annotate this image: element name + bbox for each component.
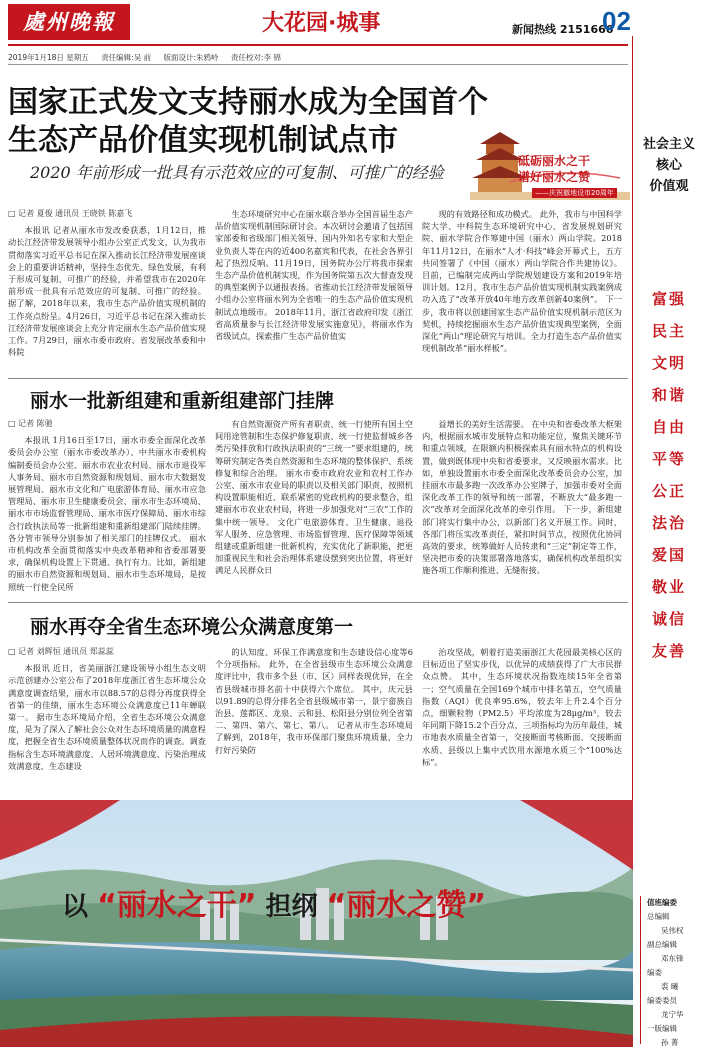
core-value: 法治 [651, 514, 686, 532]
core-value: 敬业 [651, 578, 686, 596]
editor-role: 编委委员 [647, 996, 677, 1005]
article2-text-3: 益增长的美好生活需要。 在中央和省委改革大框架内，根据丽水城市发展特点和功能定位，聚焦关键环节和重点领域，在限额内积极探索具有丽水特点的机构设置，做到既体现中央和省委要求，又反映丽水需求。比如，单独设置丽水市委全面深化改革委员会办公室，加挂丽水市最多跑一次改革办公室牌子，加强市委对全面深化改革工作的领导和统一部署，不断放大“最多跑一次”改革对全面深化改革的牵引作用。 下一步，新组建部门将实行集中办公，以新部门名义开展工作。同时，各部门将压实改革责任，紧扣时间节点，按照优化协同高效的要求，统筹做好人员转隶和“三定”制定等工作，坚决把市委的决策部署落地落实，确保机构改革组织实施各项工作顺利推进、无缝衔接。 [422, 419, 622, 576]
core-value: 自由 [651, 418, 686, 436]
core-value: 和谐 [651, 386, 686, 404]
editor-name: 裘 曦 [661, 982, 679, 991]
news-hotline: 新闻热线 2151666 [512, 23, 614, 36]
core-value: 民主 [651, 322, 686, 340]
core-values-heading-3: 价值观 [649, 179, 689, 194]
article2-byline: □ 记者 陈驰 [8, 419, 53, 428]
core-value: 富强 [651, 290, 686, 308]
core-value: 文明 [651, 354, 686, 372]
page-designer: 版面设计:朱鸦岭 [163, 53, 219, 62]
core-value: 爱国 [651, 546, 686, 564]
article1-column-3 [422, 208, 622, 368]
article2-column-1 [8, 418, 206, 594]
article1-text-3: 现的有效路径和成功模式。 此外，我市与中国科学院大学、中科院生态环境研究中心、省发展规划研究院、丽水学院合作筹建中国（丽水）两山学院。2018年11月12日，在丽水“人才·科技”峰会开幕式上，五方共同签署了《中国（丽水）两山学院合作共建协议》。目前，已编制完成两山学院规划建设方案和2019年培训计划。12月，我市生态产品价值实现机制实践案例成功入选了“改革开放40年地方改革创新40案例”。 下一步，我市将以创建国家生态产品价值实现机制示范区为契机，持续挖掘丽水生态产品价值实现典型案例，全面深化“两山”理论研究与培训。全力打造生态产品价值实现机制改革“丽水样板”。 [422, 209, 622, 354]
banner-slogan [62, 880, 486, 924]
article2-column-3 [422, 418, 622, 594]
info-divider [8, 64, 628, 65]
proofreader: 责任校对:李 锦 [230, 53, 281, 62]
anniversary-promo [470, 112, 630, 200]
article1-byline: □ 记者 夏俊 通讯员 王晓铁 陈嘉飞 [8, 209, 133, 218]
main-headline [8, 84, 518, 160]
promo-slogan-1: 砥砺丽水之干 [518, 154, 591, 168]
masthead-divider [8, 44, 628, 46]
banner-slogan-pre: 以 [62, 892, 89, 922]
core-values-sidebar [636, 36, 702, 836]
article3-text-2: 的认知度、环保工作满意度和生态建设信心度等6个分项指标。 此外，在全省县级市生态环境公众满意度评比中，我市多个县（市、区）同样表现优异，在全省县级城市排名前十中获得六个席位。 其中，庆元县以91.89的总得分排名全省县级城市第一，景宁畲族自治县、莲都区、龙泉、云和县、松阳县分别位列全省第二、第四、第六、第七、第八。 记者从市生态环境局了解到，2018年，我市环保部门聚焦环境质量，全力打好污染防 [215, 647, 413, 755]
editor-role: 编委 [647, 968, 662, 977]
editor-role: 副总编辑 [647, 940, 677, 949]
promo-slogan-2: 谱好丽水之赞 [518, 170, 591, 184]
headline-line-2: 生态产品价值实现机制试点市 [8, 123, 398, 158]
article1-column-1 [8, 208, 206, 368]
article1-text-2: 生态环境研究中心在丽水联合举办全国首届生态产品价值实现机制国际研讨会。本次研讨会邀请了包括国家部委和省级部门相关领导、国内外知名专家和大型企业负责人等在内的近400名嘉宾和代表，在社会各界引起了热烈反响。11月19日，国务院办公厅将我市探索生态产品价值机制实现，作为国务院第五次大督查发现的典型案例予以通报表扬。省推动长江经济带发展领导小组办公室将丽水列为全省唯一的生态产品价值实现机制试点地级市。 2018年11月，浙江省政府印发《浙江省高质量参与长江经济带发展实施意见》，将丽水作为省级试点，探索推广生态产品价值实 [215, 209, 413, 342]
responsible-editor: 责任编辑:吴 前 [101, 53, 152, 62]
issue-date: 2019年1月18日 星期五 [8, 53, 89, 62]
editor-role: 总编辑 [647, 912, 670, 921]
section-divider-2 [8, 602, 628, 603]
page-number: 02 [602, 6, 631, 36]
core-value: 平等 [651, 450, 686, 468]
section-title: 大花园·城事 [262, 11, 381, 36]
core-values-heading-1: 社会主义 [642, 137, 695, 152]
editors-title: 值班编委 [647, 898, 677, 907]
banner-slogan-quote-1: “丽水之干” [97, 888, 257, 923]
subheadline: 2020 年前形成一批具有示范效应的可复制、可推广的经验 [30, 163, 444, 182]
editor-name: 龙宁华 [661, 1010, 684, 1019]
core-values-heading-2: 核心 [655, 158, 682, 173]
editor-name: 吴伟权 [661, 926, 684, 935]
article3-title: 丽水再夺全省生态环境公众满意度第一 [30, 616, 354, 638]
promo-caption: ——庆祝撤地设市20周年 [532, 188, 617, 198]
issue-info [8, 52, 628, 63]
article2-text-2: 有自然资源资产所有者职责、统一行使所有国土空间用途管制和生态保护修复职责、统一行使监督城乡各类污染排放和行政执法职责的“三统一”要求组建的，统筹研究制定各类自然资源和生态环境的整体保护、系统修复和综合治理。 丽水市委市政府农业和农村工作办公室、丽水市农业局的职责以及相关部门职责，按照机构设置职能相近、联系紧密的党政机构的要求整合，组建丽水市农业农村局，将进一步加强党对“三农”工作的集中统一领导。 文化广电旅游体育、卫生健康、退役军人服务、应急管理、市场监督管理、医疗保障等领域组建或重新组建一批新机构，充实优化了新职能，把更加重视民生和社会治理体系建设摆到突出位置，将更好满足人民群众日 [215, 419, 413, 576]
headline-line-1: 国家正式发文支持丽水成为全国首个 [8, 85, 488, 120]
article2-title: 丽水一批新组建和重新组建部门挂牌 [30, 390, 335, 412]
editor-name: 孙 菁 [661, 1038, 679, 1047]
article3-byline: □ 记者 刘辉恒 通讯员 郑蕊蕊 [8, 647, 114, 656]
newspaper-logo: 處州晚報 [8, 4, 130, 40]
core-value: 诚信 [651, 610, 686, 628]
article1-column-2 [215, 208, 413, 368]
article2-column-2 [215, 418, 413, 594]
banner-slogan-mid: 担纲 [265, 892, 318, 922]
article3-text-3: 治攻坚战，朝着打造美丽浙江大花园最美核心区的目标迈出了坚实步伐，以优异的成绩获得了广大市民群众点赞。 其中，生态环境状况指数连续15年全省第一；空气质量在全国169个城市中排名第五，空气质量指数（AQI）优良率95.6%，较去年上升2.4个百分点，细颗粒物（PM2.5）平均浓度为28μg/m³，较去年同期下降15.2个百分点，三项指标均为历年最佳，城市地表水质量全省第一，交接断面考核断面、交接断面水质、县级以上集中式饮用水源地水质三个“100%达标”。 [422, 647, 622, 767]
article3-column-1 [8, 646, 206, 794]
core-value: 公正 [651, 482, 686, 500]
article2-text-1: 本报讯 1月16日至17日，丽水市委全面深化改革委员会办公室（丽水市委改革办）、中共丽水市委机构编制委员会办公室、丽水市农业农村局、丽水市退役军人事务局、丽水市自然资源和规划局、丽水市大数据发展管理局、丽水市文化和广电旅游体育局、丽水市应急管理局、丽水市卫生健康委员会、丽水市生态环境局、丽水市市场监督管理局、丽水市医疗保障局、丽水市综合行政执法局等一批新组建和重新组建部门陆续挂牌。各分管市领导分别参加了相关部门的挂牌仪式。 丽水市机构改革全面贯彻落实中央改革精神和省委部署要求，确保机构设置上下贯通、执行有力。比如，新组建的丽水市自然资源和规划局、丽水市生态环境局，是按照统一行使全民所 [8, 435, 206, 592]
article3-column-3 [422, 646, 622, 794]
masthead [0, 0, 708, 48]
core-values-heading [636, 134, 702, 197]
editor-name: 邓东锋 [661, 954, 684, 963]
banner-slogan-quote-2: “丽水之赞” [326, 888, 487, 923]
editor-role: 一版编辑 [647, 1024, 677, 1033]
article3-text-1: 本报讯 近日，省美丽浙江建设领导小组生态文明示范创建办公室公布了2018年度浙江省生态环境公众满意度调查结果，丽水市以88.57的总得分再度获得全省第一的佳绩，丽水生态环境公众满意度已11年蝉联第一。 据市生态环境局介绍，全省生态环境公众满意度，是为了深入了解社会公众对生态环境质量的满意程度，把握全省生态环境质量整体状况而作的调查。调查指标含生态环境满意度、人居环境满意度、污染治理成效满意度、生态建设 [8, 663, 206, 771]
editors-box [640, 896, 702, 1047]
article3-column-2 [215, 646, 413, 794]
section-divider-1 [8, 378, 628, 379]
core-value: 友善 [651, 642, 686, 660]
article1-text-1: 本报讯 记者从丽水市发改委获悉，1月12日，推动长江经济带发展领导小组办公室正式发文，认为我市贯彻落实习近平总书记在深入推动长江经济带发展座谈会上的重要讲话精神，坚持生态优先、绿色发展，有利于形成可复制、可推广的经验，并希望我市在2020年前形成一批具有示范效应的可复制、可推广的经验。 据了解，2018年以来，我市生态产品价值实现机制的工作亮点纷呈。4月26日，习近平总书记在深入推动长江经济带发展座谈会上充分肯定丽水生态产品价值实现工作。7月29日，丽水市委市政府、省发展改革委和中科院 [8, 225, 206, 358]
